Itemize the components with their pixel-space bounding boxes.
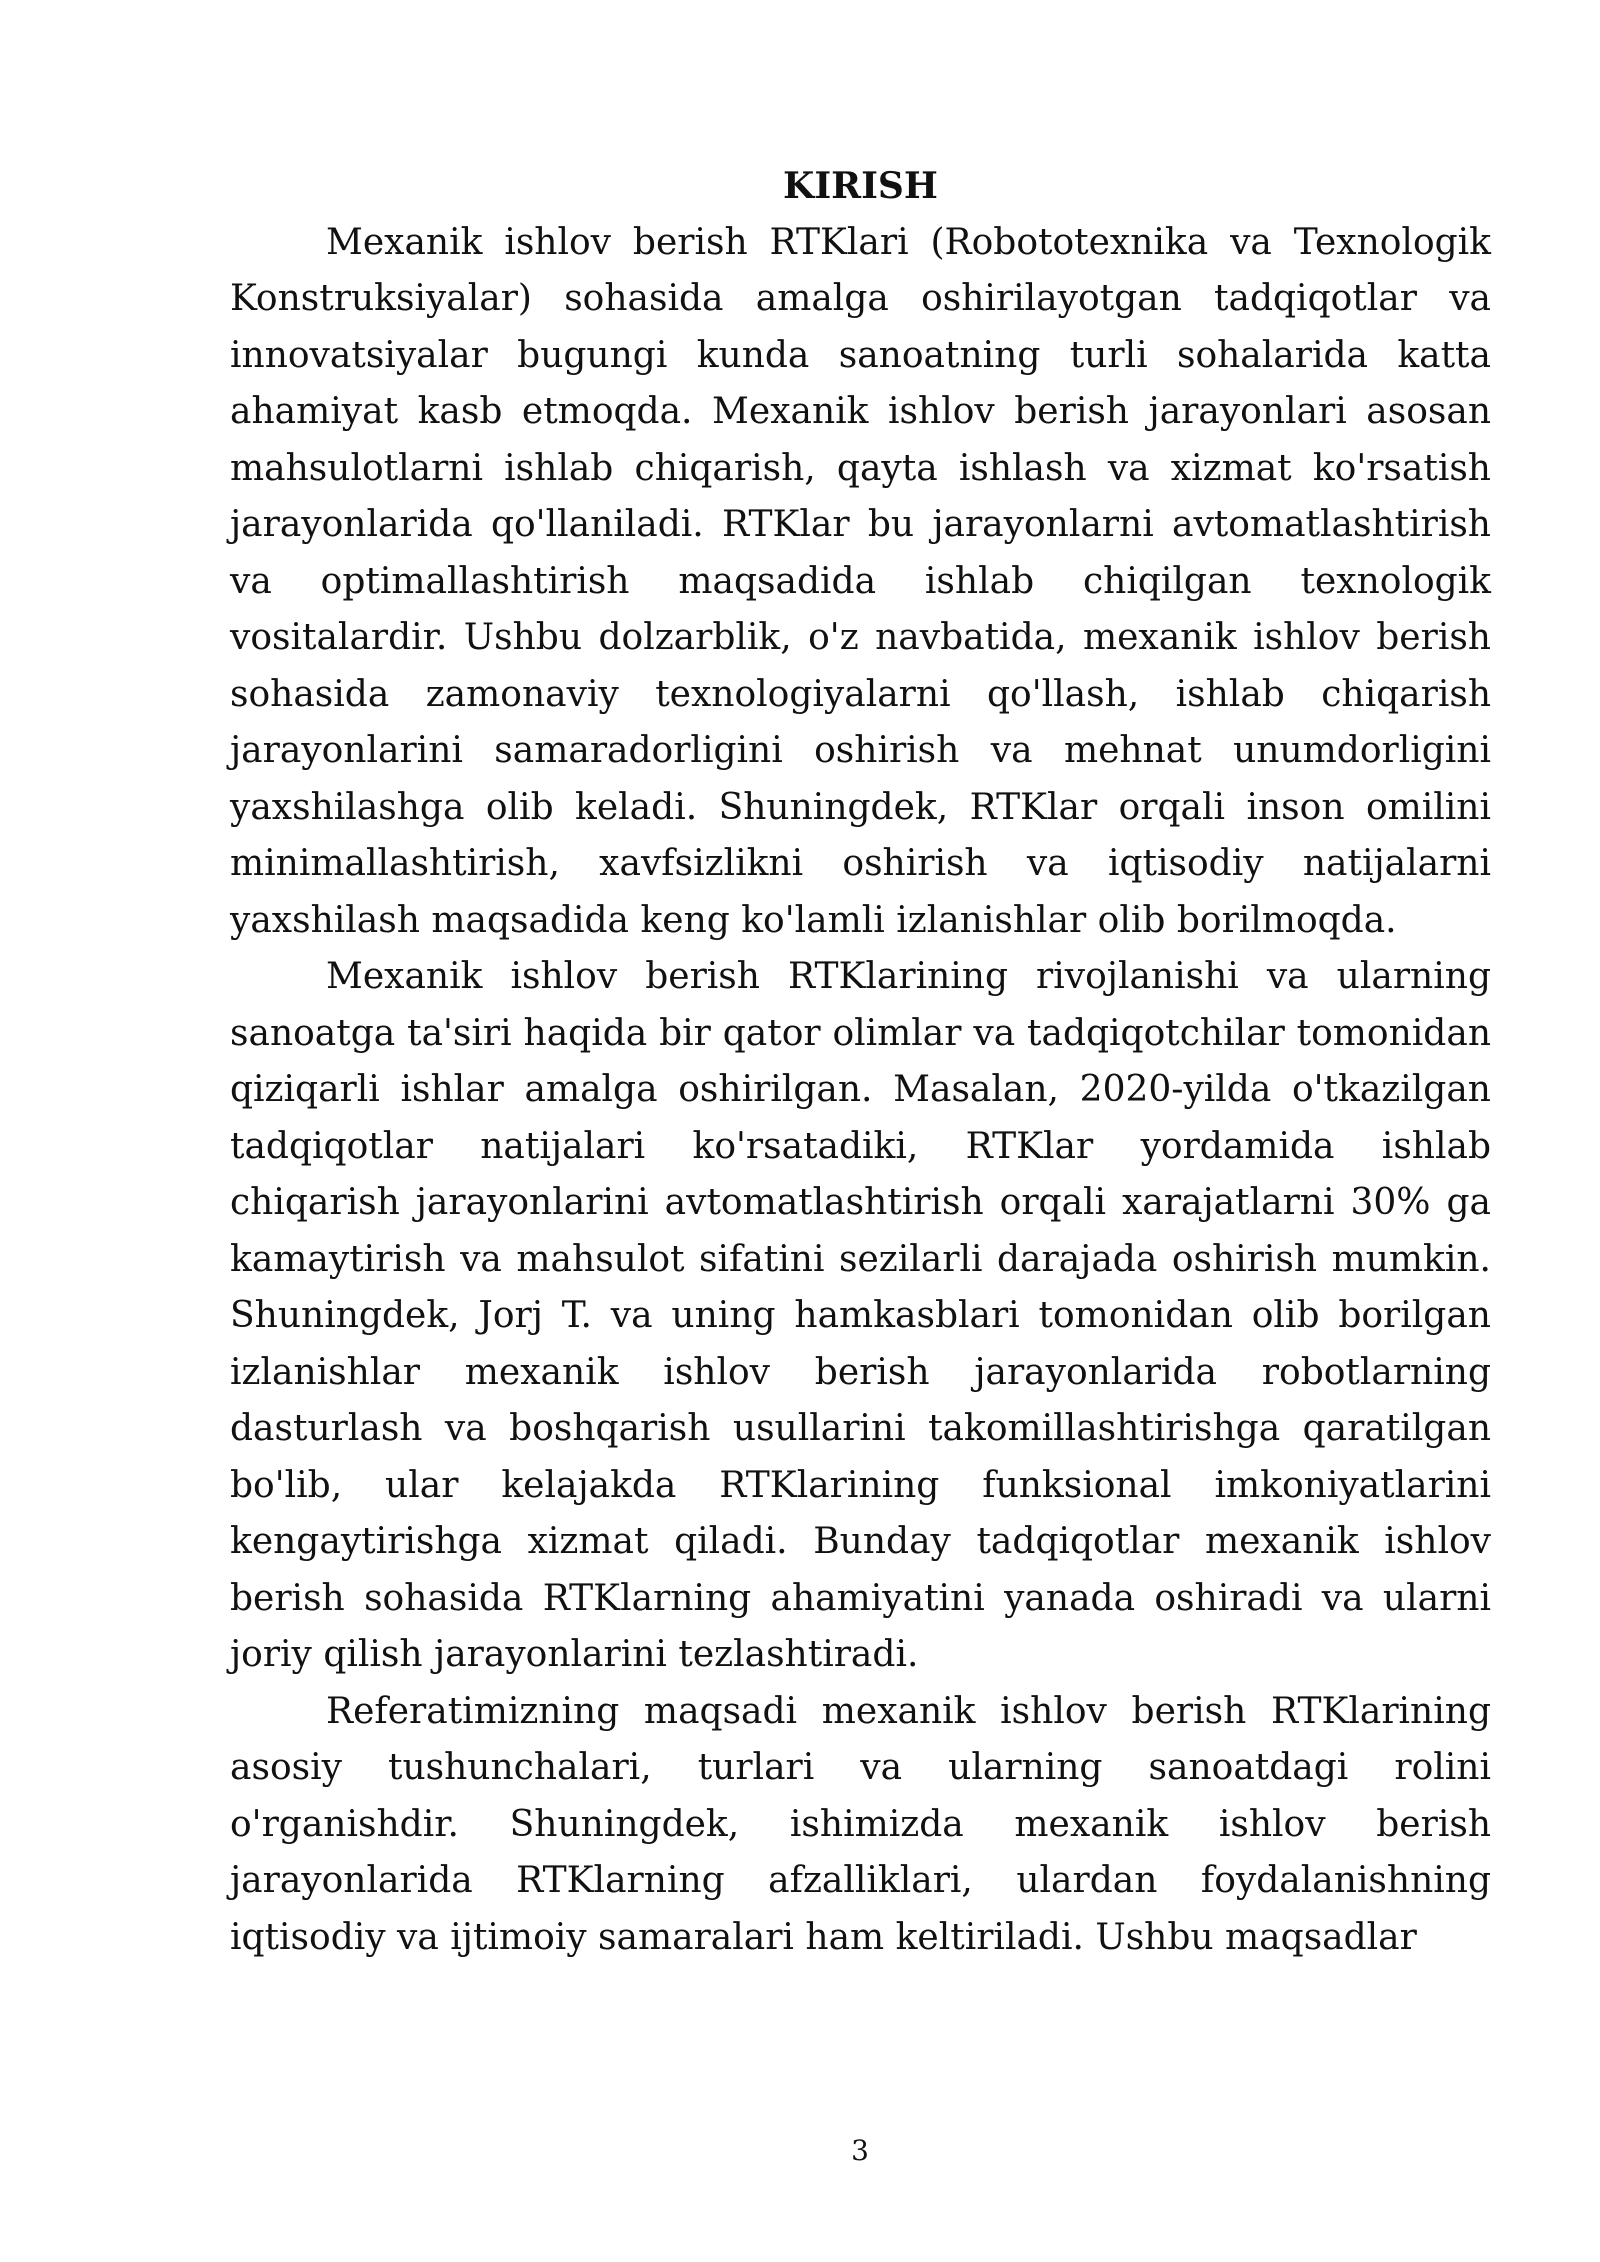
document-body — [230, 158, 1491, 1966]
paragraph-3: Referatimizning maqsadi mexanik ishlov berish RTKlarining asosiy tushunchalari, turlari va ularning sanoatdagi rolini o'rganishdir. Shuningdek, ishimizda mexanik ishlov berish jarayonlarida RTKlarning afzalliklari, ulardan foydalanishning iqtisodiy va ijtimoiy samaralari ham keltiriladi. Ushbu maqsadlar — [230, 1690, 1491, 1958]
paragraph-2: Mexanik ishlov berish RTKlarining rivojlanishi va ularning sanoatga ta'siri haqida bir qator olimlar va tadqiqotchilar tomonidan qiziqarli ishlar amalga oshirilgan. Masalan, 2020-yilda o'tkazilgan tadqiqotlar natijalari ko'rsatadiki, RTKlar yordamida ishlab chiqarish jarayonlarini avtomatlashtirish orqali xarajatlarni 30% ga kamaytirish va mahsulot sifatini sezilarli darajada oshirish mumkin. Shuningdek, Jorj T. va uning hamkasblari tomonidan olib borilgan izlanishlar mexanik ishlov berish jarayonlarida robotlarning dasturlash va boshqarish usullarini takomillashtirishga qaratilgan bo'lib, ular kelajakda RTKlarining funksional imkoniyatlarini kengaytirishga xizmat qiladi. Bunday tadqiqotlar mexanik ishlov berish sohasida RTKlarning ahamiyatini yanada oshiradi va ularni joriy qilish jarayonlarini tezlashtiradi. — [230, 956, 1491, 1675]
page-number: 3 — [851, 2134, 869, 2167]
section-heading: KIRISH — [783, 165, 938, 207]
paragraph-1: Mexanik ishlov berish RTKlari (Robototexnika va Texnologik Konstruksiyalar) sohasida amalga oshirilayotgan tadqiqotlar va innovatsiyalar bugungi kunda sanoatning turli sohalarida katta ahamiyat kasb etmoqda. Mexanik ishlov berish jarayonlari asosan mahsulotlarni ishlab chiqarish, qayta ishlash va xizmat ko'rsatish jarayonlarida qo'llaniladi. RTKlar bu jarayonlarni avtomatlashtirish va optimallashtirish maqsadida ishlab chiqilgan texnologik vositalardir. Ushbu dolzarblik, o'z navbatida, mexanik ishlov berish sohasida zamonaviy texnologiyalarni qo'llash, ishlab chiqarish jarayonlarini samaradorligini oshirish va mehnat unumdorligini yaxshilashga olib keladi. Shuningdek, RTKlar orqali inson omilini minimallashtirish, xavfsizlikni oshirish va iqtisodiy natijalarni yaxshilash maqsadida keng ko'lamli izlanishlar olib borilmoqda. — [230, 221, 1491, 941]
